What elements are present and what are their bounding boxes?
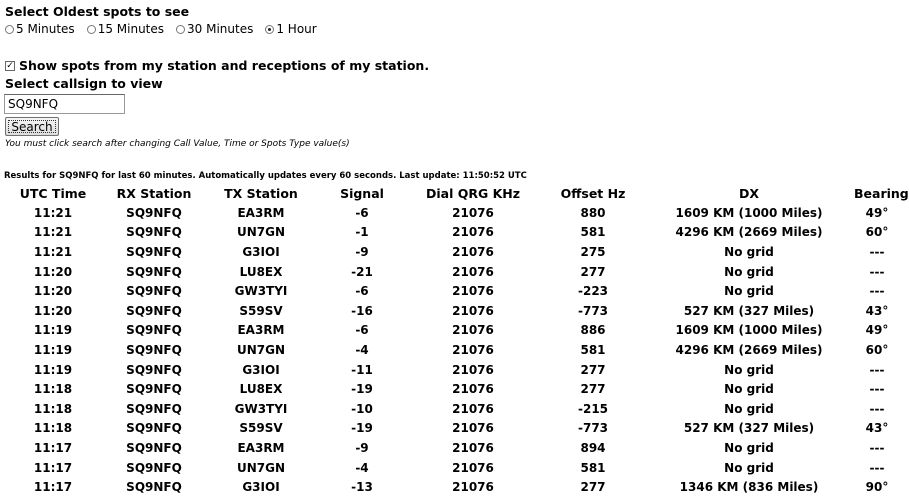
offset-cell: -223 bbox=[577, 284, 609, 299]
column-header-utc-time: UTC Time bbox=[19, 186, 87, 201]
offset-cell: 277 bbox=[580, 362, 606, 377]
tx-station-cell: UN7GN bbox=[236, 225, 286, 240]
column-header-dial-qrg: Dial QRG KHz bbox=[425, 186, 521, 201]
offset-cell: -773 bbox=[577, 303, 609, 318]
radio-1-hour[interactable] bbox=[265, 22, 316, 36]
tx-station-cell: G3IOI bbox=[242, 362, 280, 377]
signal-cell: -21 bbox=[351, 264, 373, 279]
dx-cell: 1346 KM (836 Miles) bbox=[679, 480, 819, 495]
utc-time-cell: 11:19 bbox=[33, 362, 73, 377]
radio-button-icon[interactable] bbox=[176, 25, 185, 34]
rx-station-cell: SQ9NFQ bbox=[126, 421, 182, 436]
signal-cell: -10 bbox=[351, 401, 373, 416]
rx-station-cell: SQ9NFQ bbox=[126, 480, 182, 495]
signal-cell: -19 bbox=[351, 382, 373, 397]
offset-cell: -215 bbox=[577, 401, 609, 416]
dx-cell: No grid bbox=[724, 440, 774, 455]
signal-cell: -16 bbox=[351, 303, 373, 318]
bearing-cell: --- bbox=[869, 382, 885, 397]
rx-station-cell: SQ9NFQ bbox=[126, 401, 182, 416]
tx-station-cell: EA3RM bbox=[237, 323, 285, 338]
bearing-cell: --- bbox=[869, 264, 885, 279]
rx-station-cell: SQ9NFQ bbox=[126, 284, 182, 299]
signal-cell: -6 bbox=[355, 205, 369, 220]
table-row bbox=[0, 438, 900, 458]
tx-station-cell: EA3RM bbox=[237, 205, 285, 220]
bearing-cell: 49° bbox=[865, 205, 889, 220]
show-my-spots-checkbox[interactable]: ✓ bbox=[6, 60, 14, 71]
utc-time-cell: 11:21 bbox=[33, 244, 73, 259]
radio-label: 1 Hour bbox=[276, 22, 317, 36]
search-button[interactable]: Search bbox=[5, 117, 59, 136]
table-row bbox=[0, 477, 900, 497]
table-row bbox=[0, 301, 900, 321]
offset-cell: 581 bbox=[580, 460, 606, 475]
search-hint: You must click search after changing Call Value, Time or Spots Type value(s) bbox=[5, 139, 350, 149]
spots-table bbox=[0, 184, 909, 497]
dx-cell: 1609 KM (1000 Miles) bbox=[675, 323, 823, 338]
dial-qrg-cell: 21076 bbox=[452, 421, 494, 436]
rx-station-cell: SQ9NFQ bbox=[126, 440, 182, 455]
table-row bbox=[0, 281, 900, 301]
offset-cell: 275 bbox=[580, 244, 606, 259]
dx-cell: No grid bbox=[724, 401, 774, 416]
table-row bbox=[0, 242, 900, 262]
tx-station-cell: GW3TYI bbox=[234, 284, 288, 299]
utc-time-cell: 11:17 bbox=[33, 440, 73, 455]
table-row bbox=[0, 203, 900, 223]
utc-time-cell: 11:19 bbox=[33, 323, 73, 338]
rx-station-cell: SQ9NFQ bbox=[126, 205, 182, 220]
rx-station-cell: SQ9NFQ bbox=[126, 460, 182, 475]
utc-time-cell: 11:20 bbox=[33, 303, 73, 318]
offset-cell: -773 bbox=[577, 421, 609, 436]
utc-time-cell: 11:18 bbox=[33, 421, 73, 436]
signal-cell: -6 bbox=[355, 323, 369, 338]
tx-station-cell: G3IOI bbox=[242, 244, 280, 259]
dial-qrg-cell: 21076 bbox=[452, 362, 494, 377]
dx-cell: 527 KM (327 Miles) bbox=[683, 421, 815, 436]
table-row bbox=[0, 321, 900, 341]
offset-cell: 886 bbox=[580, 323, 606, 338]
rx-station-cell: SQ9NFQ bbox=[126, 362, 182, 377]
dial-qrg-cell: 21076 bbox=[452, 480, 494, 495]
dial-qrg-cell: 21076 bbox=[452, 303, 494, 318]
signal-cell: -13 bbox=[351, 480, 373, 495]
table-row bbox=[0, 399, 900, 419]
oldest-spots-radio-group bbox=[5, 22, 329, 36]
radio-15-minutes[interactable] bbox=[87, 22, 164, 36]
radio-label: 30 Minutes bbox=[187, 22, 254, 36]
column-header-dx: DX bbox=[738, 186, 759, 201]
signal-cell: -9 bbox=[355, 244, 369, 259]
dx-cell: No grid bbox=[724, 284, 774, 299]
show-my-spots-label: Show spots from my station and receptions of my station. bbox=[19, 58, 430, 73]
offset-cell: 894 bbox=[580, 440, 606, 455]
table-header-row bbox=[0, 184, 900, 203]
table-row bbox=[0, 223, 900, 243]
dial-qrg-cell: 21076 bbox=[452, 205, 494, 220]
offset-cell: 277 bbox=[580, 264, 606, 279]
callsign-input[interactable] bbox=[4, 94, 125, 114]
bearing-cell: 60° bbox=[865, 225, 889, 240]
bearing-cell: 43° bbox=[865, 421, 889, 436]
utc-time-cell: 11:21 bbox=[33, 205, 73, 220]
bearing-cell: 90° bbox=[865, 480, 889, 495]
dial-qrg-cell: 21076 bbox=[452, 401, 494, 416]
tx-station-cell: GW3TYI bbox=[234, 401, 288, 416]
dx-cell: No grid bbox=[724, 244, 774, 259]
dial-qrg-cell: 21076 bbox=[452, 460, 494, 475]
radio-button-icon[interactable] bbox=[87, 25, 96, 34]
tx-station-cell: UN7GN bbox=[236, 460, 286, 475]
signal-cell: -4 bbox=[355, 460, 369, 475]
utc-time-cell: 11:18 bbox=[33, 401, 73, 416]
radio-5-minutes[interactable] bbox=[5, 22, 75, 36]
tx-station-cell: UN7GN bbox=[236, 342, 286, 357]
offset-cell: 277 bbox=[580, 480, 606, 495]
results-summary: Results for SQ9NFQ for last 60 minutes. Automatically updates every 60 seconds. Last update: 11:50:52 UTC bbox=[4, 171, 527, 181]
bearing-cell: --- bbox=[869, 440, 885, 455]
bearing-cell: --- bbox=[869, 401, 885, 416]
bearing-cell: --- bbox=[869, 362, 885, 377]
rx-station-cell: SQ9NFQ bbox=[126, 303, 182, 318]
radio-label: 15 Minutes bbox=[97, 22, 165, 36]
column-header-rx-station: RX Station bbox=[116, 186, 192, 201]
column-header-offset: Offset Hz bbox=[560, 186, 626, 201]
signal-cell: -19 bbox=[351, 421, 373, 436]
bearing-cell: --- bbox=[869, 244, 885, 259]
dial-qrg-cell: 21076 bbox=[452, 382, 494, 397]
dx-cell: No grid bbox=[724, 382, 774, 397]
offset-cell: 277 bbox=[580, 382, 606, 397]
table-row bbox=[0, 419, 900, 439]
bearing-cell: --- bbox=[869, 284, 885, 299]
dx-cell: 527 KM (327 Miles) bbox=[683, 303, 815, 318]
column-header-bearing: Bearing bbox=[854, 186, 909, 201]
radio-button-icon[interactable] bbox=[5, 25, 14, 34]
signal-cell: -9 bbox=[355, 440, 369, 455]
signal-cell: -4 bbox=[355, 342, 369, 357]
offset-cell: 880 bbox=[580, 205, 606, 220]
dial-qrg-cell: 21076 bbox=[452, 323, 494, 338]
bearing-cell: --- bbox=[869, 460, 885, 475]
spots-table-body bbox=[0, 203, 900, 497]
dial-qrg-cell: 21076 bbox=[452, 342, 494, 357]
utc-time-cell: 11:20 bbox=[33, 264, 73, 279]
dial-qrg-cell: 21076 bbox=[452, 264, 494, 279]
signal-cell: -1 bbox=[355, 225, 369, 240]
dial-qrg-cell: 21076 bbox=[452, 440, 494, 455]
table-row bbox=[0, 340, 900, 360]
offset-cell: 581 bbox=[580, 225, 606, 240]
utc-time-cell: 11:19 bbox=[33, 342, 73, 357]
rx-station-cell: SQ9NFQ bbox=[126, 382, 182, 397]
offset-cell: 581 bbox=[580, 342, 606, 357]
column-header-signal: Signal bbox=[340, 186, 384, 201]
utc-time-cell: 11:18 bbox=[33, 382, 73, 397]
utc-time-cell: 11:17 bbox=[33, 460, 73, 475]
tx-station-cell: S59SV bbox=[239, 303, 283, 318]
tx-station-cell: EA3RM bbox=[237, 440, 285, 455]
dx-cell: 1609 KM (1000 Miles) bbox=[675, 205, 823, 220]
radio-30-minutes[interactable] bbox=[176, 22, 253, 36]
table-row bbox=[0, 458, 900, 478]
dial-qrg-cell: 21076 bbox=[452, 284, 494, 299]
rx-station-cell: SQ9NFQ bbox=[126, 342, 182, 357]
bearing-cell: 60° bbox=[865, 342, 889, 357]
column-header-tx-station: TX Station bbox=[224, 186, 298, 201]
rx-station-cell: SQ9NFQ bbox=[126, 323, 182, 338]
tx-station-cell: S59SV bbox=[239, 421, 283, 436]
radio-label: 5 Minutes bbox=[16, 22, 75, 36]
dx-cell: No grid bbox=[724, 362, 774, 377]
utc-time-cell: 11:21 bbox=[33, 225, 73, 240]
rx-station-cell: SQ9NFQ bbox=[126, 225, 182, 240]
dx-cell: 4296 KM (2669 Miles) bbox=[675, 225, 823, 240]
table-row bbox=[0, 262, 900, 282]
table-row bbox=[0, 360, 900, 380]
utc-time-cell: 11:20 bbox=[33, 284, 73, 299]
show-my-spots-option[interactable] bbox=[5, 58, 429, 73]
tx-station-cell: LU8EX bbox=[239, 382, 283, 397]
oldest-spots-heading: Select Oldest spots to see bbox=[5, 4, 190, 19]
signal-cell: -11 bbox=[351, 362, 373, 377]
bearing-cell: 43° bbox=[865, 303, 889, 318]
bearing-cell: 49° bbox=[865, 323, 889, 338]
dx-cell: 4296 KM (2669 Miles) bbox=[675, 342, 823, 357]
dial-qrg-cell: 21076 bbox=[452, 225, 494, 240]
utc-time-cell: 11:17 bbox=[33, 480, 73, 495]
tx-station-cell: G3IOI bbox=[242, 480, 280, 495]
dial-qrg-cell: 21076 bbox=[452, 244, 494, 259]
callsign-heading: Select callsign to view bbox=[5, 76, 163, 91]
radio-button-selected-icon[interactable] bbox=[265, 25, 274, 34]
rx-station-cell: SQ9NFQ bbox=[126, 244, 182, 259]
dx-cell: No grid bbox=[724, 264, 774, 279]
table-row bbox=[0, 379, 900, 399]
rx-station-cell: SQ9NFQ bbox=[126, 264, 182, 279]
signal-cell: -6 bbox=[355, 284, 369, 299]
tx-station-cell: LU8EX bbox=[239, 264, 283, 279]
dx-cell: No grid bbox=[724, 460, 774, 475]
